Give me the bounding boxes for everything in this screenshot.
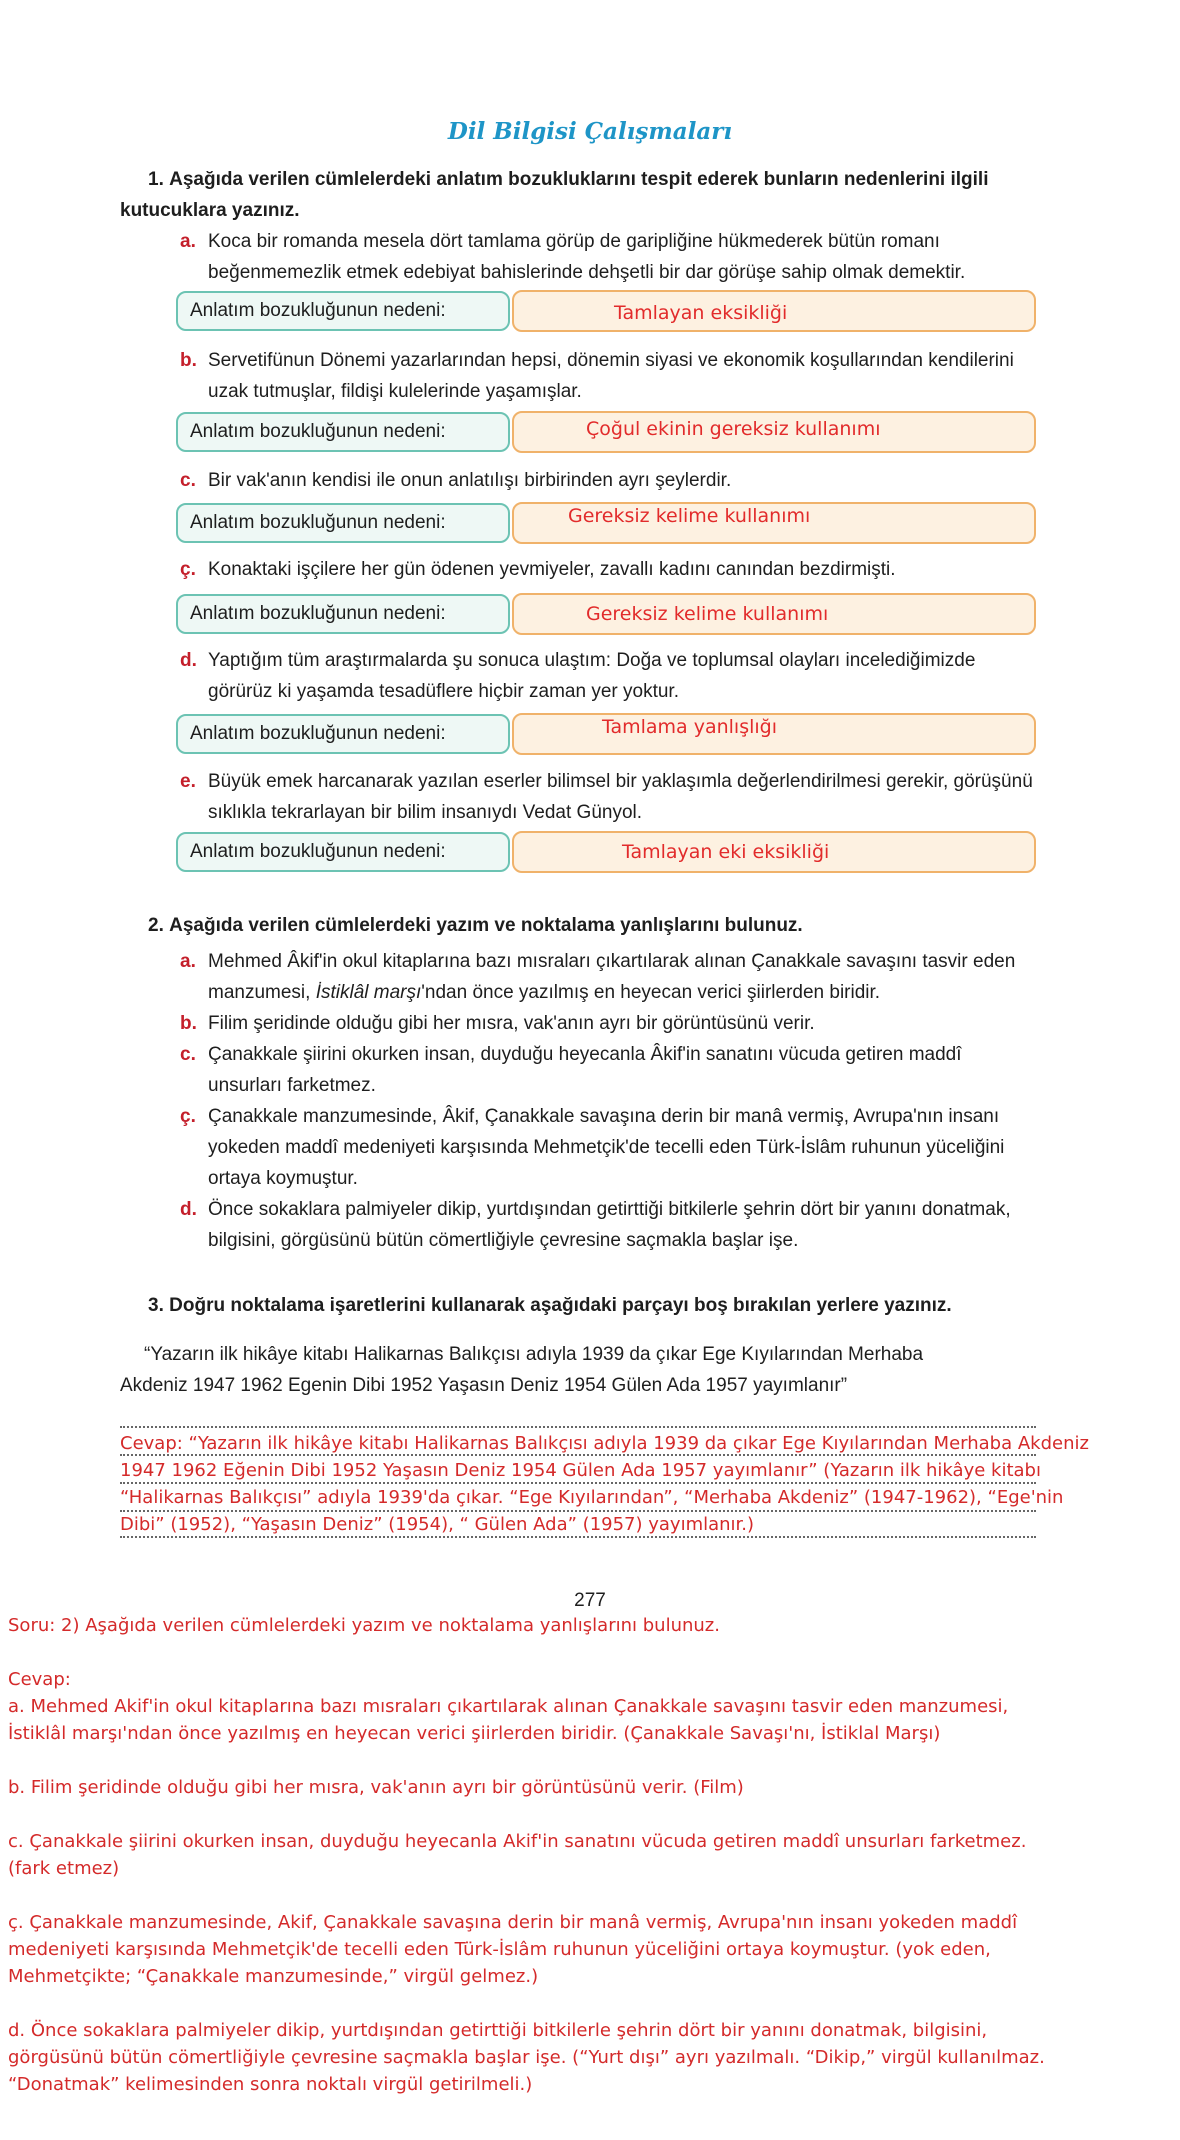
item-letter: ç. — [180, 1106, 196, 1127]
solution-line: görgüsünü bütün cömertliğiyle çevresine saçmakla başlar işe. (“Yurt dışı” ayrı yazılmalı. “Dikip,” virgül kullanılmaz. — [8, 2047, 1045, 2068]
list-item — [180, 1194, 1040, 1256]
item-text-part: Mehmed Âkif'in okul kitaplarına bazı mısraları çıkartılarak alınan Çanakkale savaşını tasvir eden manzumesi, — [208, 951, 1016, 1003]
handwritten-answer: Tamlama yanlışlığı — [602, 716, 778, 738]
box-label: Anlatım bozukluğunun nedeni: — [176, 714, 510, 754]
solution-line: c. Çanakkale şiirini okurken insan, duyduğu heyecanla Akif'in sanatını vücuda getiren maddî unsurları farketmez. — [8, 1831, 1027, 1852]
passage-line: Akdeniz 1947 1962 Egenin Dibi 1952 Yaşasın Deniz 1954 Gülen Ada 1957 yayımlanır” — [120, 1375, 848, 1396]
item-text: Önce sokaklara palmiyeler dikip, yurtdışından getirttiği bitkilerle şehrin dört bir yanını donatmak, bilgisini, görgüsünü bütün cömertliğiyle çevresine saçmakla başlar işe. — [208, 1199, 1011, 1251]
answer-line: Dibi” (1952), “Yaşasın Deniz” (1954), “ Gülen Ada” (1957) yayımlanır.) — [120, 1514, 755, 1535]
box-label: Anlatım bozukluğunun nedeni: — [176, 503, 510, 543]
box-label: Anlatım bozukluğunun nedeni: — [176, 832, 510, 872]
passage-line: “Yazarın ilk hikâye kitabı Halikarnas Balıkçısı adıyla 1939 da çıkar Ege Kıyılarından Merhaba — [144, 1344, 924, 1365]
handwritten-answer: Tamlayan eki eksikliği — [622, 841, 830, 863]
list-item — [180, 1039, 1040, 1101]
solution-line: (fark etmez) — [8, 1858, 120, 1879]
list-item — [180, 1008, 1040, 1039]
answer-line: Cevap: “Yazarın ilk hikâye kitabı Halikarnas Balıkçısı adıyla 1939 da çıkar Ege Kıyılarından Merhaba Akdeniz — [120, 1433, 1089, 1454]
item-letter: a. — [180, 951, 196, 972]
solution-item-a — [8, 1693, 1178, 1747]
list-item — [180, 946, 1040, 1008]
item-letter: ç. — [180, 559, 196, 580]
list-item — [180, 1101, 1040, 1194]
item-letter: c. — [180, 1044, 196, 1065]
list-item — [180, 554, 1040, 585]
solution-line: a. Mehmed Akif'in okul kitaplarına bazı mısraları çıkartılarak alınan Çanakkale savaşını tasvir eden manzumesi, — [8, 1696, 1009, 1717]
item-letter: a. — [180, 231, 196, 252]
answer-line: “Halikarnas Balıkçısı” adıyla 1939'da çıkar. “Ege Kıyılarından”, “Merhaba Akdeniz” (1947-1962), “Ege'nin — [120, 1487, 1064, 1508]
page-title: Dil Bilgisi Çalışmaları — [447, 118, 733, 145]
solution-line: İstiklâl marşı'ndan önce yazılmış en heyecan verici şiirlerden biridir. (Çanakkale Savaşı'nı, İstiklal Marşı) — [8, 1723, 941, 1744]
solution-item-d — [8, 2017, 1178, 2098]
solution-line: “Donatmak” kelimesinden sonra noktalı virgül getirilmeli.) — [8, 2074, 533, 2095]
item-text: Çanakkale şiirini okurken insan, duyduğu heyecanla Âkif'in sanatını vücuda getiren maddî unsurları farketmez. — [208, 1044, 962, 1096]
item-letter: e. — [180, 771, 196, 792]
item-letter: b. — [180, 350, 197, 371]
box-label: Anlatım bozukluğunun nedeni: — [176, 594, 510, 634]
item-letter: b. — [180, 1013, 197, 1034]
solution-line: Mehmetçikte; “Çanakkale manzumesinde,” virgül gelmez.) — [8, 1966, 539, 1987]
item-text: Koca bir romanda mesela dört tamlama görüp de garipliğine hükmederek bütün romanı beğenmemezlik etmek edebiyat bahislerinde dehşetli bir dar görüşe sahip olmak demektir. — [208, 231, 966, 283]
list-item — [180, 766, 1040, 828]
item-text: Filim şeridinde olduğu gibi her mısra, vak'anın ayrı bir görüntüsünü verir. — [208, 1013, 815, 1034]
handwritten-answer: Gereksiz kelime kullanımı — [568, 505, 811, 527]
question-text: Aşağıda verilen cümlelerdeki yazım ve noktalama yanlışlarını bulunuz. — [169, 915, 803, 936]
dotted-line — [120, 1426, 1036, 1428]
list-item — [180, 226, 1040, 288]
question-number: 1. — [148, 169, 164, 190]
item-text: Büyük emek harcanarak yazılan eserler bilimsel bir yaklaşımla değerlendirilmesi gerekir, görüşünü sıklıkla tekrarlayan bir bilim insanıydı Vedat Günyol. — [208, 771, 1033, 823]
page-number: 277 — [574, 1590, 606, 1611]
item-text: Servetifünun Dönemi yazarlarından hepsi, dönemin siyasi ve ekonomik koşullarından kendilerini uzak tutmuşlar, fildişi kulelerinde yaşamışlar. — [208, 350, 1014, 402]
solution-question: Soru: 2) Aşağıda verilen cümlelerdeki yazım ve noktalama yanlışlarını bulunuz. — [8, 1615, 720, 1636]
item-text — [208, 946, 1040, 1008]
box-label: Anlatım bozukluğunun nedeni: — [176, 412, 510, 452]
item-letter: d. — [180, 1199, 197, 1220]
solution-item-c-cedilla — [8, 1909, 1178, 1990]
item-letter: d. — [180, 650, 197, 671]
question-3 — [120, 1290, 1040, 1321]
question-text: Aşağıda verilen cümlelerdeki anlatım bozukluklarını tespit ederek bunların nedenlerini ilgili kutucuklara yazınız. — [120, 169, 989, 221]
question-number: 3. — [148, 1295, 164, 1316]
question-text: Doğru noktalama işaretlerini kullanarak aşağıdaki parçayı boş bırakılan yerlere yazınız. — [169, 1295, 952, 1316]
question-number: 2. — [148, 915, 164, 936]
list-item — [180, 465, 1040, 496]
solution-block — [8, 1612, 1178, 2098]
solution-line: ç. Çanakkale manzumesinde, Akif, Çanakkale savaşına derin bir manâ vermiş, Avrupa'nın insanı yokeden maddî — [8, 1912, 1018, 1933]
item-text: Yaptığım tüm araştırmalarda şu sonuca ulaştım: Doğa ve toplumsal olayları incelediğimizde görürüz ki yaşamda tesadüflere hiçbir zaman yer yoktur. — [208, 650, 976, 702]
solution-item-c — [8, 1828, 1178, 1882]
solution-line: b. Filim şeridinde olduğu gibi her mısra, vak'anın ayrı bir görüntüsünü verir. (Film) — [8, 1777, 744, 1798]
list-item — [180, 345, 1040, 407]
handwritten-answer: Gereksiz kelime kullanımı — [586, 603, 829, 625]
item-text: Bir vak'anın kendisi ile onun anlatılışı birbirinden ayrı şeylerdir. — [208, 470, 732, 491]
box-label: Anlatım bozukluğunun nedeni: — [176, 291, 510, 331]
solution-line: d. Önce sokaklara palmiyeler dikip, yurtdışından getirttiği bitkilerle şehrin dört bir yanını donatmak, bilgisini, — [8, 2020, 988, 2041]
handwritten-answer: Tamlayan eksikliği — [614, 302, 788, 324]
item-text-italic: İstiklâl marşı — [315, 982, 422, 1003]
item-letter: c. — [180, 470, 196, 491]
question-1 — [120, 164, 1040, 226]
question-2 — [120, 910, 1040, 941]
solution-cevap-label: Cevap: — [8, 1669, 71, 1690]
item-text-part: 'ndan önce yazılmış en heyecan verici şiirlerden biridir. — [421, 982, 881, 1003]
solution-line: medeniyeti karşısında Mehmetçik'de tecelli eden Türk-İslâm ruhunun yüceliğini ortaya koymuştur. (yok eden, — [8, 1939, 991, 1960]
item-text: Çanakkale manzumesinde, Âkif, Çanakkale savaşına derin bir manâ vermiş, Avrupa'nın insanı yokeden maddî medeniyeti karşısında Mehmetçik'de tecelli eden Türk-İslâm ruhunun yüceliğini ortaya koymuştur. — [208, 1106, 1005, 1189]
handwritten-answer-block — [120, 1430, 1180, 1538]
answer-line: 1947 1962 Eğenin Dibi 1952 Yaşasın Deniz 1954 Gülen Ada 1957 yayımlanır” (Yazarın ilk hikâye kitabı — [120, 1460, 1041, 1481]
solution-item-b — [8, 1774, 1178, 1801]
handwritten-answer: Çoğul ekinin gereksiz kullanımı — [586, 418, 881, 440]
item-text: Konaktaki işçilere her gün ödenen yevmiyeler, zavallı kadını canından bezdirmişti. — [208, 559, 896, 580]
list-item — [180, 645, 1040, 707]
